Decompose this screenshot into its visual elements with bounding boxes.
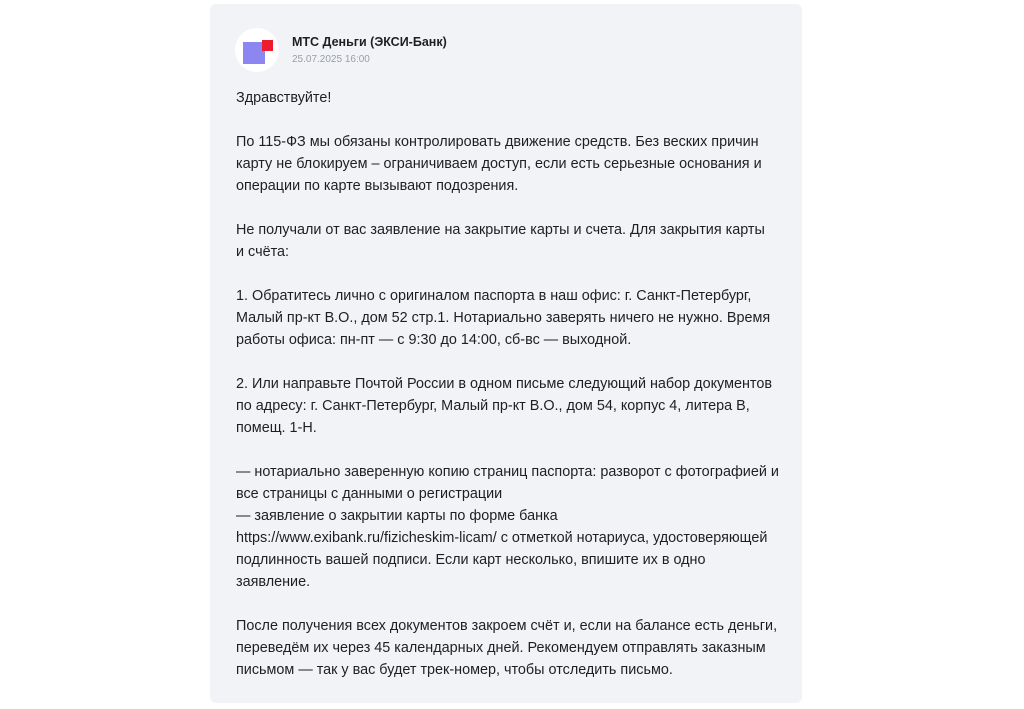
message-card (210, 4, 802, 703)
bank-logo-avatar (235, 28, 279, 72)
closure-intro-paragraph: Не получали от вас заявление на закрытие карты и счета. Для закрытия карты и счёта: (236, 222, 765, 260)
law-paragraph: По 115-ФЗ мы обязаны контролировать движение средств. Без веских причин карту не блокируем – ограничиваем доступ, если есть серьезные основания и операции по карте вызывают подозрения. (236, 134, 762, 194)
documents-list-paragraph: — нотариально заверенную копию страниц паспорта: разворот с фотографией и все страницы с данными о регистрации — заявление о закрытии карты по форме банка https://www.exibank.ru/fizicheskim-licam/ с отметкой нотариуса, удостоверяющей подлинность вашей подписи. Если карт несколько, впишите их в одно заявление. (236, 464, 779, 590)
message-date: 25.07.2025 16:00 (292, 53, 370, 65)
message-header (235, 28, 447, 72)
option-post-paragraph: 2. Или направьте Почтой России в одном письме следующий набор документов по адресу: г. Санкт-Петербург, Малый пр-кт В.О., дом 54, корпус 4, литера В, помещ. 1-Н. (236, 376, 772, 436)
sender-info (292, 34, 447, 67)
logo-accent-icon (262, 40, 273, 51)
greeting-paragraph: Здравствуйте! (236, 90, 332, 106)
sender-name: МТС Деньги (ЭКСИ-Банк) (292, 34, 447, 49)
message-body (236, 87, 788, 681)
closing-paragraph: После получения всех документов закроем счёт и, если на балансе есть деньги, переведём их через 45 календарных дней. Рекомендуем отправлять заказным письмом — так у вас будет трек-номер, чтобы отследить письмо. (236, 618, 778, 678)
option-office-paragraph: 1. Обратитесь лично с оригиналом паспорта в наш офис: г. Санкт-Петербург, Малый пр-кт В.О., дом 52 стр.1. Нотариально заверять ничего не нужно. Время работы офиса: пн-пт — с 9:30 до 14:00, сб-вс — выходной. (236, 288, 771, 348)
